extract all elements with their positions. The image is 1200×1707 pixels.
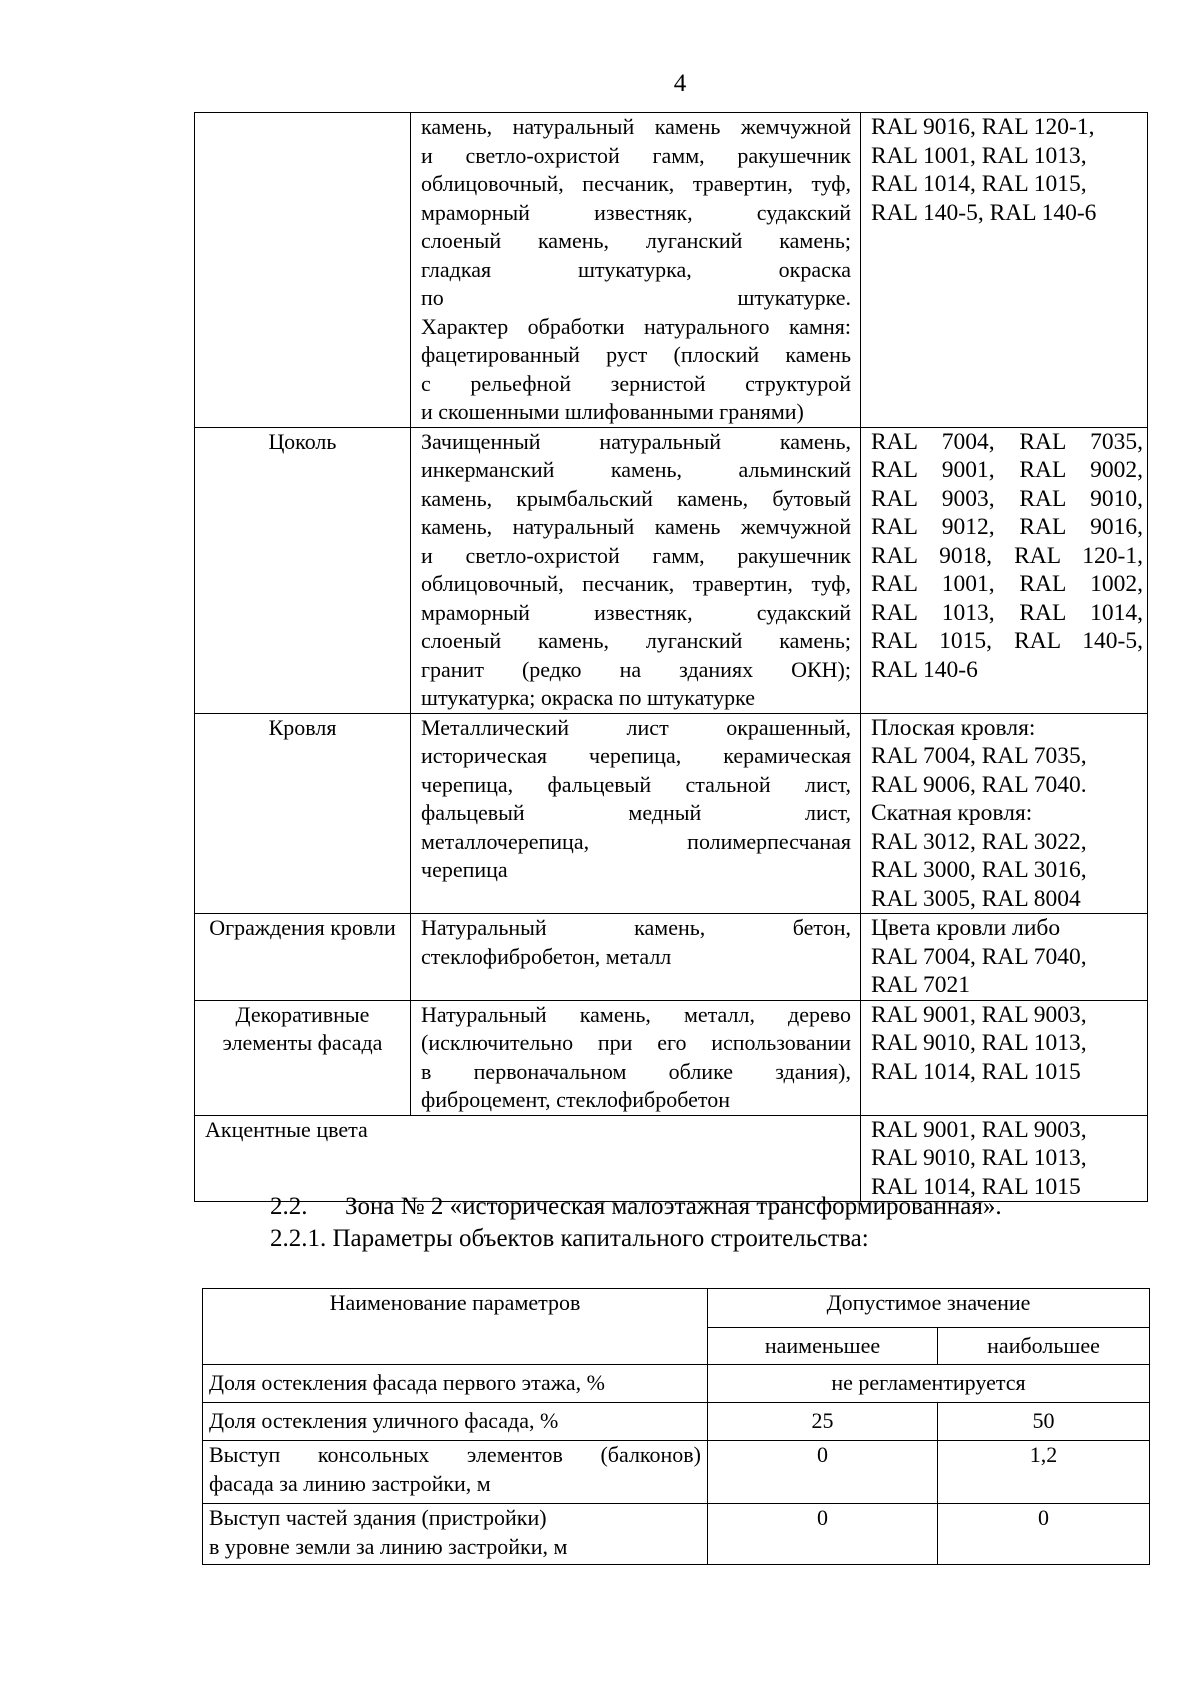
materials-line: (исключительно при его использовании	[421, 1030, 851, 1055]
color-line: Плоская кровля:	[871, 714, 1036, 741]
materials-line: Характер обработки натурального камня:	[421, 313, 851, 339]
color-line: RAL 9001, RAL 9003,	[871, 1001, 1087, 1028]
colors-cell	[861, 713, 1148, 914]
building-element: Ограждения кровли	[195, 914, 411, 1001]
materials-line: фальцевый медный лист,	[421, 800, 851, 825]
materials-line: металлочерепица, полимерпесчаная	[421, 828, 851, 854]
building-element	[195, 113, 411, 428]
color-line: RAL 3012, RAL 3022,	[871, 828, 1087, 855]
materials-line: Натуральный камень, бетон,	[421, 915, 851, 940]
materials-cell	[411, 1000, 861, 1115]
color-line: RAL 1001, RAL 1013,	[871, 142, 1087, 169]
materials-line: штукатурка; окраска по штукатурке	[421, 685, 756, 710]
materials-line: слоеный камень, луганский камень;	[421, 628, 851, 653]
color-line: RAL 9001, RAL 9002,	[871, 457, 1143, 483]
color-line: RAL 7004, RAL 7035,	[871, 743, 1087, 769]
color-line: RAL 9001, RAL 9003,	[871, 1116, 1087, 1143]
materials-line: камень, крымбальский камень, бутовый	[421, 485, 851, 511]
parameter-name: Выступ консольных элементов (балконов) фасада за линию застройки, м	[203, 1441, 708, 1504]
building-parameters-table	[202, 1288, 1150, 1565]
color-line: RAL 9003, RAL 9010,	[871, 485, 1143, 512]
color-line: RAL 140-5, RAL 140-6	[871, 199, 1097, 226]
table-row	[203, 1365, 1150, 1403]
table-row	[195, 427, 1148, 713]
color-line: RAL 7004, RAL 7040,	[871, 943, 1087, 970]
color-line: RAL 3000, RAL 3016,	[871, 857, 1087, 883]
color-line: RAL 9010, RAL 1013,	[871, 1030, 1087, 1056]
color-line: RAL 1014, RAL 1015,	[871, 171, 1087, 197]
header-min: наименьшее	[708, 1328, 938, 1365]
parameter-name: Доля остекления уличного фасада, %	[203, 1403, 708, 1441]
materials-cell	[411, 427, 861, 713]
header-parameter-name: Наименование параметров	[203, 1289, 708, 1365]
parameter-name: Выступ частей здания (пристройки) в уровне земли за линию застройки, м	[203, 1504, 708, 1565]
materials-line: по штукатурке.	[421, 285, 851, 310]
materials-line: стеклофибробетон, металл	[421, 943, 672, 969]
table-row	[195, 1000, 1148, 1115]
table-row	[203, 1403, 1150, 1441]
color-line: RAL 9018, RAL 120-1,	[871, 542, 1143, 569]
parameter-min: 25	[708, 1403, 938, 1441]
materials-line: гладкая штукатурка, окраска	[421, 256, 851, 282]
color-line: RAL 7021	[871, 972, 971, 998]
colors-cell	[861, 1115, 1148, 1202]
colors-cell	[861, 113, 1148, 428]
color-line: Скатная кровля:	[871, 800, 1033, 826]
colors-cell	[861, 1000, 1148, 1115]
materials-cell	[411, 113, 861, 428]
materials-line: фацетированный руст (плоский камень	[421, 342, 851, 367]
color-line: RAL 1015, RAL 140-5,	[871, 628, 1143, 654]
materials-line: облицовочный, песчаник, травертин, туф,	[421, 171, 851, 196]
table-row	[203, 1441, 1150, 1504]
parameter-min: 0	[708, 1504, 938, 1565]
table-row	[195, 914, 1148, 1001]
section-2-2-1-heading: 2.2.1. Параметры объектов капитального строительства:	[270, 1225, 869, 1252]
table-row	[195, 1115, 1148, 1202]
materials-line: и скошенными шлифованными гранями)	[421, 399, 804, 424]
color-line: RAL 140-6	[871, 656, 978, 683]
color-line: RAL 9016, RAL 120-1,	[871, 114, 1095, 140]
table-row	[203, 1504, 1150, 1565]
parameter-merged-value: не регламентируется	[708, 1365, 1150, 1403]
color-line: RAL 3005, RAL 8004	[871, 885, 1081, 912]
table-row	[195, 113, 1148, 428]
color-line: RAL 1001, RAL 1002,	[871, 571, 1143, 597]
parameter-name: Доля остекления фасада первого этажа, %	[203, 1365, 708, 1403]
materials-line: камень, натуральный камень жемчужной	[421, 114, 851, 139]
facade-materials-table	[194, 112, 1148, 1202]
parameter-min: 0	[708, 1441, 938, 1504]
parameter-max: 0	[938, 1504, 1150, 1565]
materials-line: инкерманский камень, альминский	[421, 457, 851, 482]
materials-line: камень, натуральный камень жемчужной	[421, 514, 851, 539]
materials-line: Металлический лист окрашенный,	[421, 714, 851, 740]
materials-line: мраморный известняк, судакский	[421, 199, 851, 225]
materials-line: и светло-охристой гамм, ракушечник	[421, 542, 851, 568]
materials-line: черепица	[421, 857, 508, 882]
color-line: RAL 7004, RAL 7035,	[871, 428, 1143, 455]
color-line: RAL 1013, RAL 1014,	[871, 599, 1143, 626]
materials-line: облицовочный, песчаник, травертин, туф,	[421, 571, 851, 596]
materials-line: слоеный камень, луганский камень;	[421, 228, 851, 253]
materials-cell	[411, 914, 861, 1001]
color-line: RAL 9010, RAL 1013,	[871, 1145, 1087, 1171]
materials-line: Зачищенный натуральный камень,	[421, 428, 851, 454]
colors-cell	[861, 914, 1148, 1001]
color-line: Цвета кровли либо	[871, 915, 1061, 941]
section-2-2-title: Зона № 2 «историческая малоэтажная трансформированная».	[345, 1193, 1002, 1220]
materials-line: с рельефной зернистой структурой	[421, 370, 851, 396]
color-line: RAL 9012, RAL 9016,	[871, 514, 1143, 540]
materials-line: в первоначальном облике здания),	[421, 1058, 851, 1084]
section-2-2-number: 2.2.	[270, 1193, 308, 1220]
table-row	[195, 713, 1148, 914]
materials-line: мраморный известняк, судакский	[421, 599, 851, 625]
color-line: RAL 1014, RAL 1015	[871, 1058, 1081, 1085]
building-element: Декоративные элементы фасада	[195, 1000, 411, 1115]
materials-line: черепица, фальцевый стальной лист,	[421, 771, 851, 797]
materials-line: Натуральный камень, металл, дерево	[421, 1001, 851, 1027]
header-max: наибольшее	[938, 1328, 1150, 1365]
page-number: 4	[673, 70, 687, 97]
building-element: Кровля	[195, 713, 411, 914]
materials-line: и светло-охристой гамм, ракушечник	[421, 142, 851, 168]
accent-colors-label: Акцентные цвета	[195, 1115, 861, 1202]
parameter-max: 1,2	[938, 1441, 1150, 1504]
building-element: Цоколь	[195, 427, 411, 713]
color-line: RAL 1014, RAL 1015	[871, 1173, 1081, 1200]
materials-line: фиброцемент, стеклофибробетон	[421, 1087, 730, 1112]
parameter-max: 50	[938, 1403, 1150, 1441]
section-2-2-heading	[270, 1193, 1002, 1222]
materials-line: историческая черепица, керамическая	[421, 743, 851, 768]
header-allowed-value: Допустимое значение	[708, 1289, 1150, 1328]
color-line: RAL 9006, RAL 7040.	[871, 771, 1087, 798]
colors-cell	[861, 427, 1148, 713]
materials-cell	[411, 713, 861, 914]
materials-line: гранит (редко на зданиях ОКН);	[421, 656, 851, 682]
